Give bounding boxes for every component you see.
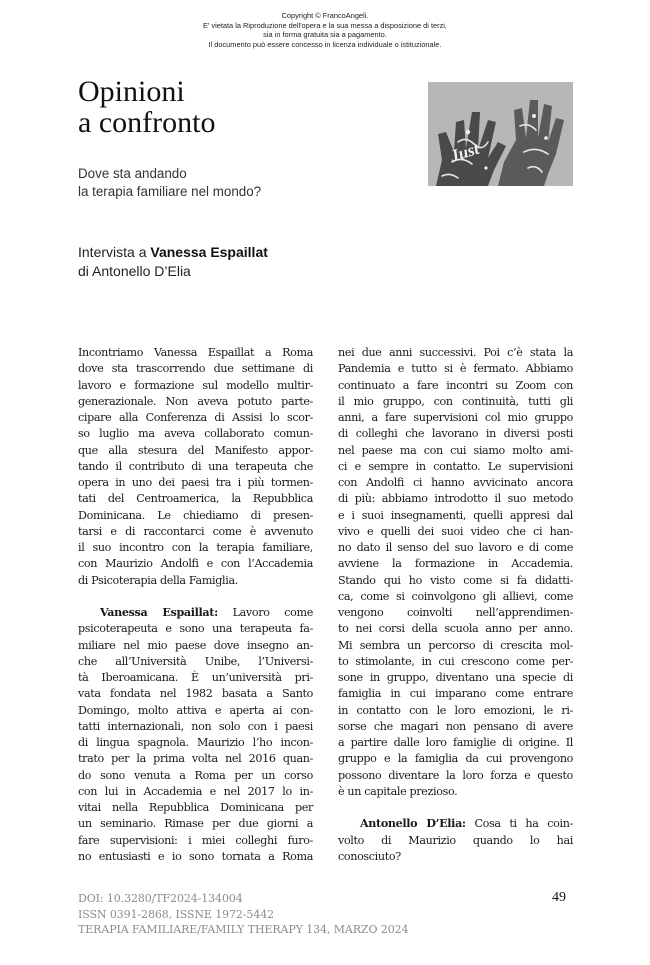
paragraph-gap	[338, 800, 573, 816]
page-number: 49	[552, 890, 566, 905]
text-line: continuato a fare incontri su Zoom con	[338, 378, 573, 392]
text-line: to nei corsi della scuola anno per anno.	[338, 622, 573, 636]
text-line: un seminario. Rimase per due giorni a	[78, 817, 313, 831]
copyright-line: Copyright © FrancoAngeli.	[281, 11, 369, 20]
text-line: tando il contributo di una terapeuta che	[78, 459, 313, 473]
doi: DOI: 10.3280/TF2024-134004	[78, 892, 243, 905]
text-line: miliare nel mio paese dove insegno an-	[78, 638, 313, 652]
text-line: lavoro e formazione sul modello multir-	[78, 378, 313, 392]
text-line: fare supervisioni: i miei colleghi furo-	[78, 833, 313, 847]
text-line: dove sta trascorrendo due settimane di	[78, 362, 313, 376]
text-line: Mi sembra un percorso di crescita mol-	[338, 638, 573, 652]
section-title	[78, 76, 408, 138]
journal-info: TERAPIA FAMILIARE/FAMILY THERAPY 134, MARZO 2024	[78, 923, 409, 936]
text-line: vata fondata nel 1982 basata a Santo	[78, 687, 313, 701]
issn: ISSN 0391-2868, ISSNE 1972-5442	[78, 907, 275, 921]
text-line: gruppo e la famiglia da cui provengono	[338, 752, 573, 766]
text-line: di colleghi che lavorano in diversi posti	[338, 427, 573, 441]
text-line: opera in uno dei paesi tra i più tormen-	[78, 476, 313, 489]
text-line: con lui in Accademia e nel 2017 lo in-	[78, 784, 313, 798]
text-line: con Maurizio Andolfi e con l’Accademia	[78, 557, 313, 571]
copyright-notice	[0, 11, 650, 49]
speaker-line	[338, 816, 573, 832]
text-line: e i suoi insegnamenti, quelli appresi dal	[338, 508, 573, 522]
text-line: che all’Università Unibe, l’Universi-	[78, 654, 313, 668]
text-line: nel paese ma con cui siamo molto ami-	[338, 443, 573, 457]
text-line: è un capitale prezioso.	[338, 784, 458, 798]
text-line: conosciuto?	[338, 849, 401, 863]
title-line-2: a confronto	[78, 106, 216, 139]
text-line: vivo e quelli dei suoi video che ci han-	[338, 524, 573, 538]
text-line: cipare alla Conferenza di Assisi lo scor-	[78, 411, 313, 424]
text-line: no dato il senso del suo lavoro e di come	[338, 541, 573, 554]
text-line: que alla stesura del Manifesto appor-	[78, 443, 313, 457]
text-line: ca, come si coinvolgono gli allievi, come	[338, 589, 573, 603]
copyright-line: sia in forma gratuita sia a pagamento.	[263, 30, 387, 40]
interview-prefix: Intervista a	[78, 244, 151, 260]
right-column	[338, 345, 573, 865]
text-line: ci e sempre in contatto. Le supervisioni	[338, 459, 573, 473]
speaker-text: Lavoro come	[232, 606, 313, 619]
left-column	[78, 345, 313, 865]
text-line: con Andolfi ci hanno avvicinato ancora	[338, 476, 573, 489]
text-line: generazionale. Non aveva potuto parte-	[78, 394, 313, 408]
speaker-name: Vanessa Espaillat:	[100, 606, 218, 619]
text-line: Domingo, molto attiva e aperta ai con-	[78, 703, 313, 717]
text-line: tarsi e di raccontarci come è avvenuto	[78, 524, 313, 538]
speaker-text: Cosa ti ha coin-	[474, 817, 573, 831]
text-line: sone in gruppo, diventano una specie di	[338, 671, 573, 684]
text-line: so luglio ma aveva collaborato comun-	[78, 427, 313, 441]
text-line: tati del Centroamerica, la Repubblica	[78, 492, 313, 506]
text-line: di lingua spagnola. Maurizio l’ho incon-	[78, 736, 313, 749]
text-line: Pandemia e tutto si è fermato. Abbiamo	[338, 362, 573, 376]
copyright-line: E' vietata la Riproduzione dell'opera e la sua messa a disposizione di terzi,	[203, 20, 447, 30]
section-subtitle	[78, 165, 408, 201]
title-line-1: Opinioni	[78, 75, 185, 108]
interview-line	[78, 243, 268, 262]
text-line: famiglia in cui imparano come entrare	[338, 687, 573, 701]
text-line: Stando qui ho visto come si fa didatti-	[338, 573, 573, 587]
text-line: il mio gruppo, con continuità, tutti gli	[338, 394, 573, 408]
text-line: vengono coinvolti nell’apprendimen-	[338, 606, 573, 619]
subtitle-line-1: Dove sta andando	[78, 166, 187, 181]
text-line: trato per la prima volta nel 2016 quan-	[78, 752, 313, 766]
text-line: do sono venuta a Roma per un corso	[78, 768, 313, 782]
text-line: sorse che magari non pensano di avere	[338, 719, 573, 733]
text-line: psicoterapeuta e sono una terapeuta fa-	[78, 622, 313, 636]
subtitle-line-2: la terapia familiare nel mondo?	[78, 184, 262, 199]
text-line: vitai nella Repubblica Dominicana per	[78, 801, 313, 814]
speaker-name: Antonello D’Elia:	[360, 817, 466, 831]
speaker-line	[78, 605, 313, 621]
hand-graffiti-text: Just	[447, 138, 482, 166]
text-line: Dominicana. Le chiediamo di presen-	[78, 508, 313, 522]
hands-photo	[428, 82, 573, 186]
text-line: a partire dalle loro famiglie di origine. Il	[338, 736, 573, 749]
byline: di Antonello D’Elia	[78, 262, 191, 279]
paragraph-gap	[78, 589, 313, 605]
text-line: possono diventare la loro forza e questo	[338, 768, 573, 782]
text-line: di più: abbiamo introdotto il suo metodo	[338, 492, 573, 506]
text-line: di Psicoterapia della Famiglia.	[78, 573, 238, 587]
interviewee-name: Vanessa Espaillat	[150, 244, 268, 260]
text-line: to stimolante, in cui crescono come per-	[338, 654, 573, 668]
text-line: tatti internazionali, non solo con i paesi	[78, 719, 313, 733]
text-line: anni, a fare supervisioni col mio gruppo	[338, 411, 573, 424]
text-line: avviene la formazione in Accademia.	[338, 557, 573, 571]
text-line: Incontriamo Vanessa Espaillat a Roma	[78, 346, 313, 359]
text-line: il suo incontro con la terapia familiare,	[78, 541, 313, 554]
text-line: tà Iberoamicana. È un’università pri-	[78, 671, 313, 684]
copyright-line: Il documento può essere concesso in licenza individuale o istituzionale.	[208, 39, 442, 49]
text-line: no entusiasti e io sono tornata a Roma	[78, 849, 313, 863]
text-line: in contatto con le loro emozioni, le ri-	[338, 703, 573, 717]
page-footer	[78, 891, 408, 938]
interview-heading	[78, 243, 268, 280]
text-line: volto di Maurizio quando lo hai	[338, 833, 573, 847]
text-line: nei due anni successivi. Poi c’è stata la	[338, 346, 573, 359]
